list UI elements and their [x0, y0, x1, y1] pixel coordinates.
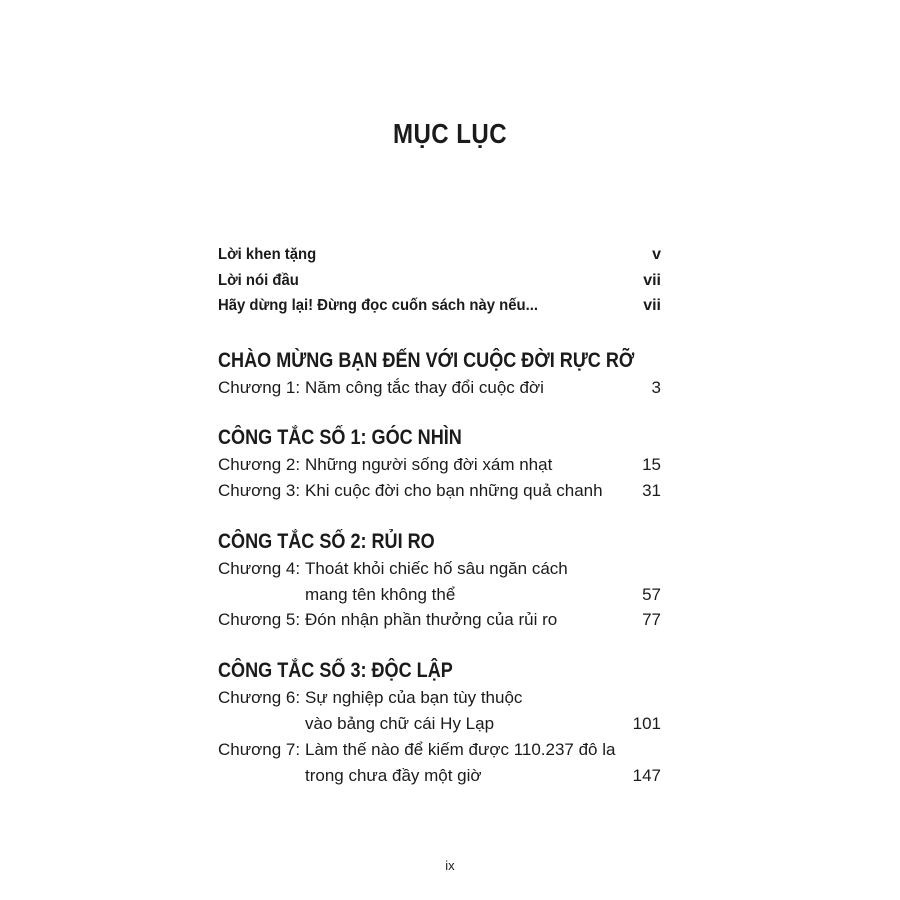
chapter-prefix: Chương 5:: [218, 610, 301, 630]
entry-page: vii: [643, 297, 661, 314]
front-matter: [218, 246, 661, 323]
chapter-page: 15: [642, 455, 661, 475]
page-title: MỤC LỤC: [392, 118, 508, 149]
section-heading: CÔNG TẮC SỐ 3: ĐỘC LẬP: [218, 659, 453, 683]
entry-label: Lời khen tặng: [218, 246, 317, 263]
chapter-prefix: Chương 3:: [218, 481, 301, 501]
chapter-prefix: Chương 2:: [218, 455, 301, 475]
chapter-title: Sự nghiệp của bạn tùy thuộc: [305, 688, 523, 708]
page-number: ix: [445, 858, 455, 873]
chapter-title: Những người sống đời xám nhạt: [305, 455, 553, 475]
section-heading: CÔNG TẮC SỐ 2: RỦI RO: [218, 529, 435, 553]
toc-entry: [218, 297, 661, 323]
chapter-entry: [218, 737, 661, 763]
toc-section: [218, 347, 661, 401]
chapter-title: Năm công tắc thay đổi cuộc đời: [305, 377, 544, 397]
chapter-entry-continued: [218, 763, 661, 789]
section-heading: CHÀO MỪNG BẠN ĐẾN VỚI CUỘC ĐỜI RỰC RỠ: [218, 348, 635, 372]
chapter-prefix: Chương 4:: [218, 558, 301, 578]
chapter-title: Thoát khỏi chiếc hố sâu ngăn cách: [305, 558, 568, 578]
entry-label: Lời nói đầu: [218, 271, 299, 289]
chapter-title: Làm thế nào để kiếm được 110.237 đô la: [305, 739, 616, 759]
section-heading: CÔNG TẮC SỐ 1: GÓC NHÌN: [218, 426, 462, 450]
entry-page: v: [652, 246, 661, 263]
chapter-prefix: Chương 6:: [218, 688, 301, 708]
entry-page: vii: [643, 271, 661, 289]
chapter-title: vào bảng chữ cái Hy Lạp: [305, 714, 495, 734]
chapter-entry: [218, 607, 661, 633]
chapter-prefix: Chương 7:: [218, 739, 301, 759]
chapter-page: 77: [642, 610, 661, 630]
table-of-contents: [218, 246, 661, 788]
chapter-page: 147: [632, 765, 661, 785]
chapter-entry: [218, 685, 661, 711]
chapter-prefix: Chương 1:: [218, 377, 301, 397]
chapter-page: 57: [642, 584, 661, 604]
chapter-title: mang tên không thể: [305, 584, 456, 604]
chapter-entry: [218, 556, 661, 582]
toc-section: [218, 657, 661, 788]
toc-section: [218, 528, 661, 633]
chapter-entry: [218, 375, 661, 401]
chapter-entry: [218, 478, 661, 504]
chapter-entry: [218, 452, 661, 478]
toc-section: [218, 424, 661, 504]
entry-label: Hãy dừng lại! Đừng đọc cuốn sách này nếu...: [218, 297, 539, 314]
chapter-page: 31: [642, 481, 661, 501]
chapter-title: trong chưa đầy một giờ: [305, 765, 482, 785]
chapter-entry-continued: [218, 582, 661, 608]
toc-entry: [218, 246, 661, 272]
chapter-page: 101: [632, 714, 661, 734]
chapter-page: 3: [651, 377, 661, 397]
chapter-title: Khi cuộc đời cho bạn những quả chanh: [305, 481, 603, 501]
toc-entry: [218, 272, 661, 298]
chapter-entry-continued: [218, 711, 661, 737]
chapter-title: Đón nhận phần thưởng của rủi ro: [305, 610, 558, 630]
